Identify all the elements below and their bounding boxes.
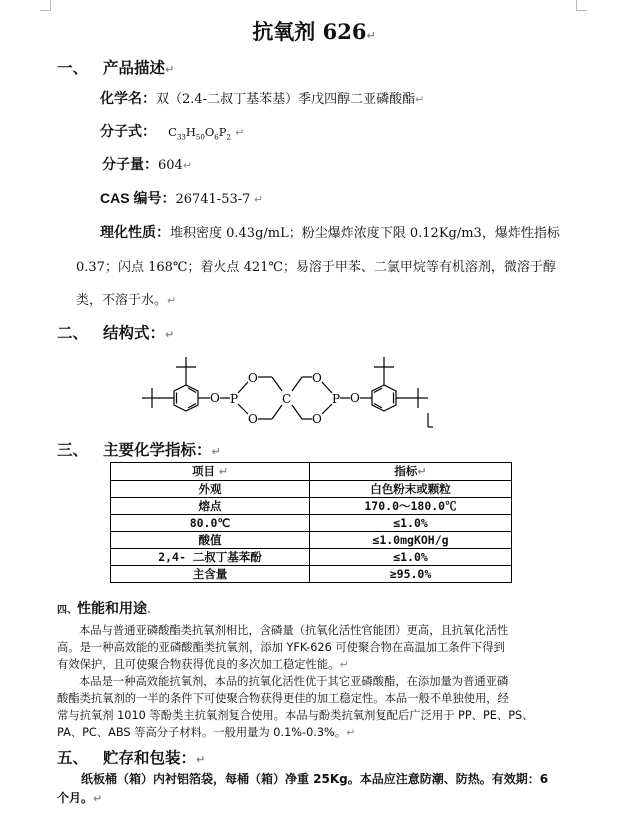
section-2-heading: 二、 结构式：↵ bbox=[57, 323, 175, 342]
page-corner-top-left bbox=[40, 0, 51, 11]
storage-line-1: 纸板桶（箱）内衬铝箔袋，每桶（箱）净重 25Kg。本品应注意防潮、防热。有效期：6 bbox=[81, 772, 549, 786]
structure-p-left: P bbox=[230, 392, 239, 406]
performance-line-1: 本品与普通亚磷酸酯类抗氧剂相比，含磷量（抗氧化活性官能团）更高，且抗氧化活性 bbox=[79, 624, 509, 637]
performance-line-3: 有效保护，且可使聚合物获得优良的多次加工稳定性能。↵ bbox=[57, 658, 349, 671]
document-title: 抗氧剂 626↵ bbox=[252, 19, 376, 44]
props-line-2: 0.37；闪点 168℃；着火点 421℃；易溶于甲苯、二氯甲烷等有机溶剂，微溶于醇 bbox=[76, 260, 556, 275]
table-header-row bbox=[111, 463, 512, 481]
table-cell-item: 主含量 bbox=[111, 566, 310, 583]
section-4-heading: 四、性能和用途. bbox=[57, 601, 152, 617]
table-row bbox=[111, 532, 512, 549]
structure-o-1: O bbox=[248, 371, 258, 385]
table-row bbox=[111, 515, 512, 532]
mw-line: 分子量：604↵ bbox=[102, 157, 193, 173]
formula-value: $C_{33}H_{50}O_6P_2$ bbox=[168, 125, 231, 142]
structure-c-center: C bbox=[282, 392, 292, 406]
structure-o-2: O bbox=[248, 412, 258, 426]
table-cell-item: 熔点 bbox=[111, 498, 310, 515]
storage-line-2: 个月。↵ bbox=[57, 791, 103, 805]
table-header-value: 指标↵ bbox=[310, 463, 512, 481]
table-cell-item: 酸值 bbox=[111, 532, 310, 549]
structure-o-right: O bbox=[350, 391, 360, 405]
performance-text bbox=[57, 622, 533, 741]
performance-line-7: PA、PC、ABS 等高分子材料。一般用量为 0.1%-0.3%。↵ bbox=[57, 726, 356, 739]
page-corner-top-right bbox=[576, 0, 587, 11]
table-cell-value: ≤1.0mgKOH/g bbox=[310, 532, 512, 549]
performance-line-4: 本品是一种高效能抗氧剂，本品的抗氧化活性优于其它亚磷酸酯，在添加量为普通亚磷 bbox=[79, 675, 509, 688]
table-cell-value: ≤1.0% bbox=[310, 515, 512, 532]
performance-line-6: 常与抗氧剂 1010 等酚类主抗氧剂复合使用。本品与酚类抗氧剂复配后广泛用于 PP、PE、PS、 bbox=[57, 709, 534, 722]
chem-name-line: 化学名：双（2.4-二叔丁基苯基）季戊四醇二亚磷酸酯↵ bbox=[100, 91, 425, 107]
props-line-1: 理化性质：堆积密度 0.43g/mL；粉尘爆炸浓度下限 0.12Kg/m3，爆炸性指标 bbox=[100, 225, 560, 241]
formula-line: 分子式： $C_{33}H_{50}O_6P_2$ ↵ bbox=[100, 124, 245, 142]
table-cell-item: 2,4- 二叔丁基苯酚 bbox=[111, 549, 310, 566]
storage-text bbox=[57, 770, 548, 808]
structure-o-3: O bbox=[312, 371, 322, 385]
section-5-heading: 五、 贮存和包装：↵ bbox=[57, 748, 206, 767]
structure-o-4: O bbox=[312, 412, 322, 426]
table-row bbox=[111, 481, 512, 498]
performance-line-5: 酸酯类抗氧剂的一半的条件下可使聚合物获得更佳的加工稳定性。本品一般不单独使用，经 bbox=[57, 692, 509, 705]
table-row bbox=[111, 498, 512, 515]
structure-p-right: P bbox=[332, 392, 341, 406]
performance-line-2: 高。是一种高效能的亚磷酸酯类抗氧剂，添加 YFK-626 可使聚合物在高温加工条件下得到 bbox=[57, 641, 505, 654]
table-cell-item: 80.0℃ bbox=[111, 515, 310, 532]
section-3-heading: 三、 主要化学指标：↵ bbox=[57, 440, 221, 459]
table-header-item: 项目 ↵ bbox=[111, 463, 310, 481]
table-row bbox=[111, 549, 512, 566]
cas-line: CAS 编号：26741-53-7 ↵ bbox=[100, 190, 264, 207]
table-cell-value: ≤1.0% bbox=[310, 549, 512, 566]
section-1-heading: 一、 产品描述↵ bbox=[57, 58, 175, 77]
table-cell-item: 外观 bbox=[111, 481, 310, 498]
spec-table bbox=[110, 462, 512, 583]
table-row bbox=[111, 566, 512, 583]
structure-diagram bbox=[138, 355, 438, 435]
table-cell-value: ≥95.0% bbox=[310, 566, 512, 583]
table-cell-value: 白色粉末或颗粒 bbox=[310, 481, 512, 498]
table-cell-value: 170.0～180.0℃ bbox=[310, 498, 512, 515]
structure-o-left: O bbox=[210, 391, 220, 405]
props-line-3: 类，不溶于水。↵ bbox=[76, 293, 177, 308]
